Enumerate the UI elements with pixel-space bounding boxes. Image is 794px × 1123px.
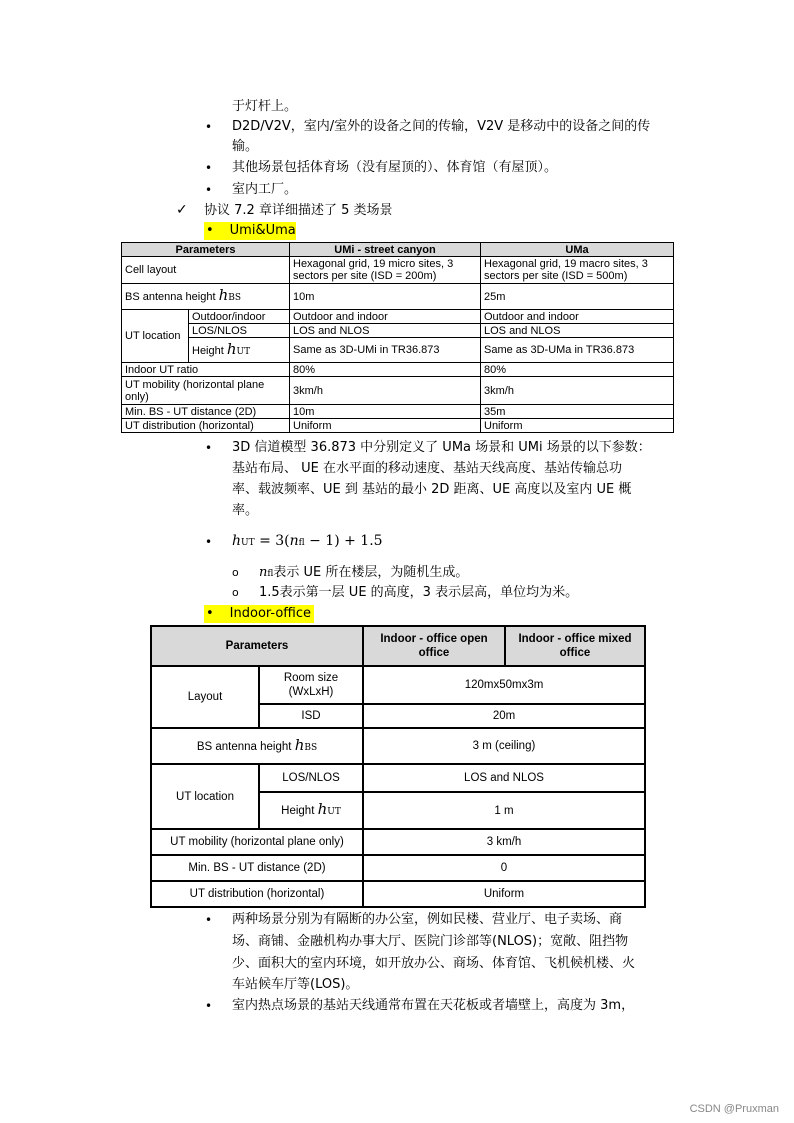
text-line: 3D 信道模型 36.873 中分别定义了 UMa 场景和 UMi 场景的以下参数：	[232, 440, 651, 455]
table-header: UMi - street canyon	[290, 243, 481, 257]
text-line: 少、面积大的室内环境，如开放办公、商场、体育馆、飞机候机楼、火	[232, 956, 636, 971]
table-cell: Hexagonal grid, 19 macro sites, 3 sectors per site (ISD = 500m)	[481, 257, 674, 284]
table-cell: LOS/NLOS	[189, 324, 290, 338]
text-line: 车站候车厅等(LOS)。	[232, 977, 359, 992]
table-cell: LOS/NLOS	[259, 764, 363, 792]
indoor-office-parameters-table	[150, 625, 646, 908]
text-line: 室内工厂。	[232, 182, 298, 197]
table-cell: 3km/h	[481, 377, 674, 405]
text-line: 率、载波频率、UE 到 基站的最小 2D 距离、UE 高度以及室内 UE 概	[232, 482, 632, 497]
table-cell: UT distribution (horizontal)	[122, 419, 290, 433]
math-symbol: h	[226, 339, 237, 358]
table-cell: Cell layout	[122, 257, 290, 284]
table-cell: UT mobility (horizontal plane only)	[122, 377, 290, 405]
highlighted-heading	[204, 222, 296, 240]
math-subscript: BS	[228, 293, 242, 303]
cell-label: Height	[192, 344, 224, 357]
table-cell: 3 m (ceiling)	[363, 728, 645, 764]
math-subscript: fl	[298, 538, 305, 548]
text-line: D2D/V2V，室内/室外的设备之间的传输，V2V 是移动中的设备之间的传	[232, 119, 651, 134]
table-cell: UT mobility (horizontal plane only)	[151, 829, 363, 855]
table-cell: Layout	[151, 666, 259, 728]
table-cell	[189, 338, 290, 363]
circle-bullet-icon: o	[232, 586, 239, 599]
table-header: Parameters	[151, 626, 363, 666]
table-cell: 1 m	[363, 792, 645, 829]
heading-text: Umi&Uma	[229, 223, 296, 238]
table-cell: Indoor UT ratio	[122, 363, 290, 377]
table-cell: 20m	[363, 704, 645, 728]
cell-label: Height	[281, 805, 315, 817]
heading-text: Indoor-office	[229, 606, 312, 621]
table-cell: Uniform	[290, 419, 481, 433]
checkmark-icon: ✓	[176, 202, 188, 218]
table-cell: LOS and NLOS	[363, 764, 645, 792]
text-line: 于灯杆上。	[232, 99, 298, 114]
table-header: Parameters	[122, 243, 290, 257]
table-cell	[259, 792, 363, 829]
text-line: 两种场景分别为有隔断的办公室，例如民楼、营业厅、电子卖场、商	[232, 912, 623, 927]
text-line: 率。	[232, 503, 259, 518]
text-line: 协议 7.2 章详细描述了 5 类场景	[204, 203, 393, 218]
table-cell: UT location	[151, 764, 259, 829]
table-cell: Uniform	[363, 881, 645, 907]
circle-bullet-icon: o	[232, 566, 239, 579]
table-cell: 80%	[481, 363, 674, 377]
table-header: Indoor - office mixed office	[505, 626, 645, 666]
text-line: 1.5表示第一层 UE 的高度，3 表示层高，单位均为米。	[259, 585, 579, 600]
math-subscript: UT	[236, 346, 251, 357]
table-cell: 10m	[290, 284, 481, 310]
bullet-icon: •	[206, 606, 214, 621]
math-symbol: h	[232, 533, 242, 549]
table-cell: Min. BS - UT distance (2D)	[122, 405, 290, 419]
table-cell: Hexagonal grid, 19 micro sites, 3 sectors per site (ISD = 200m)	[290, 257, 481, 284]
table-cell: 3 km/h	[363, 829, 645, 855]
table-cell: UT location	[122, 310, 189, 363]
math-symbol: n	[289, 533, 299, 549]
table-cell: Same as 3D-UMi in TR36.873	[290, 338, 481, 363]
bullet-icon: •	[205, 120, 213, 134]
table-cell	[151, 728, 363, 764]
math-symbol: h	[317, 800, 328, 818]
table-cell: 80%	[290, 363, 481, 377]
table-cell: Outdoor and indoor	[290, 310, 481, 324]
table-cell: 10m	[290, 405, 481, 419]
watermark-footer: CSDN @Pruxman	[689, 1103, 779, 1115]
text-line: 输。	[232, 139, 259, 154]
table-cell: Room size (WxLxH)	[259, 666, 363, 704]
math-symbol: n	[259, 565, 268, 580]
math-symbol: h	[218, 286, 229, 304]
bullet-icon: •	[205, 535, 213, 549]
math-symbol: h	[294, 735, 305, 754]
table-header: UMa	[481, 243, 674, 257]
table-cell	[122, 284, 290, 310]
math-subscript: BS	[304, 742, 318, 753]
table-cell: 35m	[481, 405, 674, 419]
text-line: 场、商铺、金融机构办事大厅、医院门诊部等(NLOS)；宽敞、阻挡物	[232, 934, 629, 949]
table-cell: Uniform	[481, 419, 674, 433]
table-cell: 25m	[481, 284, 674, 310]
text-line	[259, 564, 468, 583]
table-cell: 0	[363, 855, 645, 881]
math-text: = 3(	[254, 533, 290, 549]
cell-label: BS antenna height	[196, 740, 292, 753]
text-span: 表示 UE 所在楼层，为随机生成。	[273, 565, 469, 580]
table-cell: LOS and NLOS	[481, 324, 674, 338]
bullet-icon: •	[205, 913, 213, 927]
table-cell: Same as 3D-UMa in TR36.873	[481, 338, 674, 363]
table-cell: ISD	[259, 704, 363, 728]
umi-uma-parameters-table	[121, 242, 674, 433]
table-cell: 120mx50mx3m	[363, 666, 645, 704]
formula	[232, 532, 383, 552]
table-cell: Min. BS - UT distance (2D)	[151, 855, 363, 881]
text-line: 室内热点场景的基站天线通常布置在天花板或者墙壁上，高度为 3m，	[232, 998, 635, 1013]
bullet-icon: •	[205, 183, 213, 197]
table-header: Indoor - office open office	[363, 626, 505, 666]
bullet-icon: •	[206, 223, 214, 238]
highlighted-heading	[204, 605, 314, 623]
table-cell: Outdoor and indoor	[481, 310, 674, 324]
bullet-icon: •	[205, 999, 213, 1013]
math-subscript: UT	[327, 807, 341, 817]
math-subscript: UT	[241, 538, 255, 548]
table-cell: LOS and NLOS	[290, 324, 481, 338]
text-line: 其他场景包括体育场（没有屋顶的）、体育馆（有屋顶）。	[232, 160, 558, 175]
table-cell: 3km/h	[290, 377, 481, 405]
math-text: − 1) + 1.5	[304, 533, 383, 549]
math-subscript: fl	[267, 569, 274, 579]
bullet-icon: •	[205, 441, 213, 455]
table-cell: Outdoor/indoor	[189, 310, 290, 324]
cell-label: BS antenna height	[125, 291, 216, 303]
bullet-icon: •	[205, 161, 213, 175]
table-cell: UT distribution (horizontal)	[151, 881, 363, 907]
text-line: 基站布局、 UE 在水平面的移动速度、基站天线高度、基站传输总功	[232, 461, 622, 476]
